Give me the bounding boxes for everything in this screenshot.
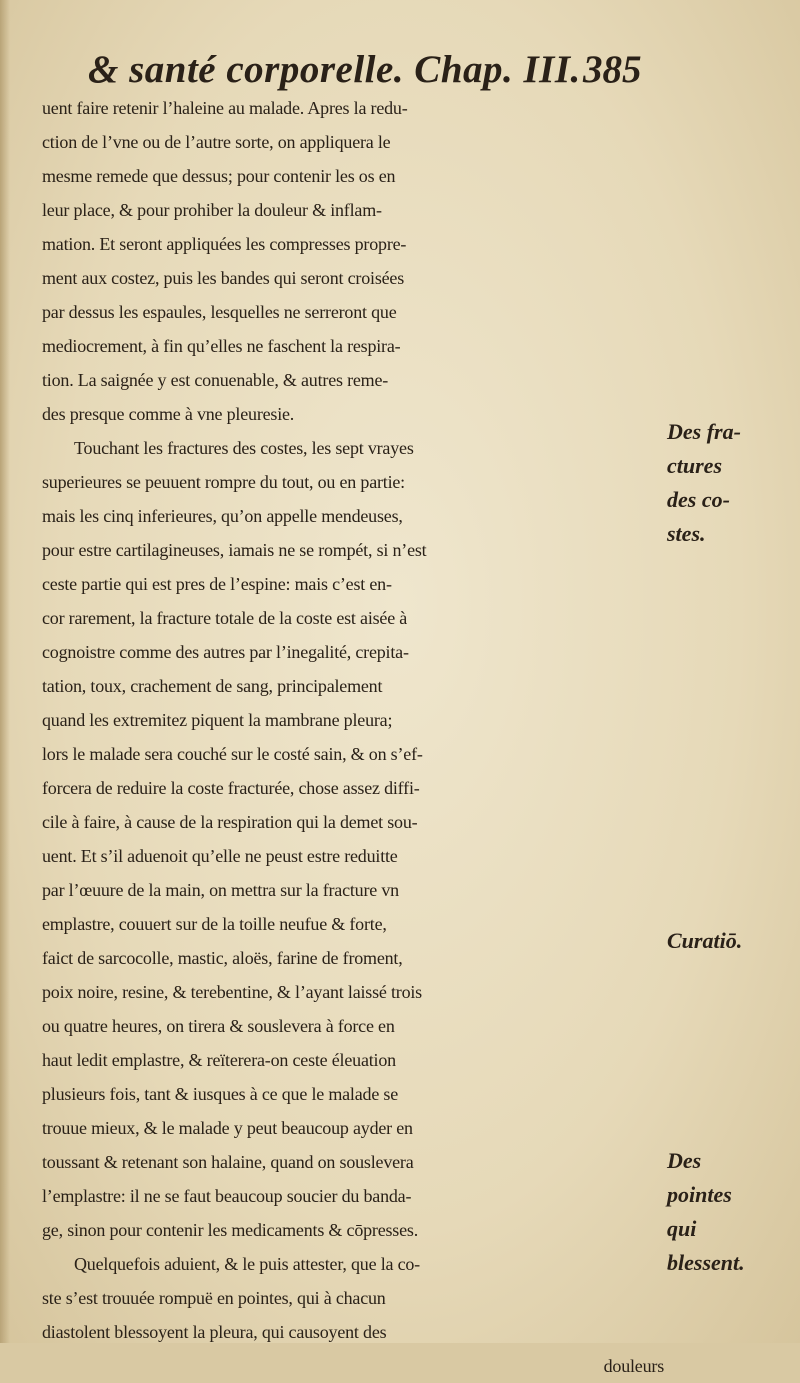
side-note-line: Curatiō. [667, 928, 743, 953]
text-line: ou quatre heures, on tirera & souslevera à force en [42, 1016, 395, 1036]
text-line: plusieurs fois, tant & iusques à ce que le malade se [42, 1084, 398, 1104]
text-line: cor rarement, la fracture totale de la coste est aisée à [42, 608, 408, 628]
text-line: diastolent blessoyent la pleura, qui causoyent des [42, 1322, 387, 1342]
side-note-line: ctures [667, 453, 722, 478]
paragraph-start-line: Quelquefois aduient, & le puis attester, que la co- [74, 1254, 420, 1274]
side-note-curation [667, 924, 792, 958]
running-head: & santé corporelle. Chap. III. [88, 48, 581, 91]
page-number: 385 [583, 48, 642, 91]
text-line: l’emplastre: il ne se faut beaucoup soucier du banda- [42, 1186, 412, 1206]
text-line: tation, toux, crachement de sang, principalement [42, 676, 383, 696]
page-edge-shadow [0, 0, 10, 1343]
page-header [0, 42, 800, 98]
side-note-line: Des [667, 1148, 702, 1173]
side-note-fractures [667, 415, 792, 551]
text-line: quand les extremitez piquent la mambrane pleura; [42, 710, 393, 730]
text-line: cognoistre comme des autres par l’inegalité, crepita- [42, 642, 409, 662]
side-note-line: qui [667, 1216, 697, 1241]
side-note-line: des co- [667, 487, 730, 512]
side-note-pointes [667, 1144, 792, 1280]
text-line: par dessus les espaules, lesquelles ne serreront que [42, 302, 397, 322]
text-line: cile à faire, à cause de la respiration qui la demet sou- [42, 812, 418, 832]
text-line: lors le malade sera couché sur le costé sain, & on s’ef- [42, 744, 423, 764]
text-line: tion. La saignée y est conuenable, & autres reme- [42, 370, 389, 390]
text-line: emplastre, couuert sur de la toille neufue & forte, [42, 914, 387, 934]
text-line: mediocrement, à fin qu’elles ne faschent la respira- [42, 336, 401, 356]
text-line: forcera de reduire la coste fracturée, chose assez diffi- [42, 778, 420, 798]
paragraph-start-line: Touchant les fractures des costes, les sept vrayes [74, 438, 414, 458]
text-line: mation. Et seront appliquées les compresses propre- [42, 234, 407, 254]
text-line: ge, sinon pour contenir les medicaments & cōpresses. [42, 1220, 419, 1240]
side-note-line: blessent. [667, 1250, 745, 1275]
text-line: ment aux costez, puis les bandes qui seront croisées [42, 268, 405, 288]
text-line: uent faire retenir l’haleine au malade. Apres la redu- [42, 98, 408, 118]
text-line: des presque comme à vne pleuresie. [42, 404, 295, 424]
text-line: haut ledit emplastre, & reïterera-on ceste éleuation [42, 1050, 396, 1070]
text-line: pour estre cartilagineuses, iamais ne se rompét, si n’est [42, 540, 427, 560]
text-line: toussant & retenant son halaine, quand on souslevera [42, 1152, 414, 1172]
text-line: mais les cinq inferieures, qu’on appelle mendeuses, [42, 506, 403, 526]
text-line: trouue mieux, & le malade y peut beaucoup ayder en [42, 1118, 413, 1138]
side-note-line: stes. [667, 521, 706, 546]
text-line: ste s’est trouuée rompuë en pointes, qui à chacun [42, 1288, 386, 1308]
text-line: leur place, & pour prohiber la douleur & inflam- [42, 200, 382, 220]
text-line: par l’œuure de la main, on mettra sur la fracture vn [42, 880, 399, 900]
side-note-line: Des fra- [667, 419, 741, 444]
text-line: ction de l’vne ou de l’autre sorte, on appliquera le [42, 132, 391, 152]
body-text [42, 91, 664, 1383]
text-line: uent. Et s’il aduenoit qu’elle ne peust estre reduitte [42, 846, 398, 866]
text-line: mesme remede que dessus; pour contenir les os en [42, 166, 396, 186]
text-line: faict de sarcocolle, mastic, aloës, farine de froment, [42, 948, 403, 968]
text-line: superieures se peuuent rompre du tout, ou en partie: [42, 472, 405, 492]
catchword-line: douleurs [603, 1356, 664, 1376]
side-note-line: pointes [667, 1182, 732, 1207]
text-line: poix noire, resine, & terebentine, & l’ayant laissé trois [42, 982, 422, 1002]
text-line: ceste partie qui est pres de l’espine: mais c’est en- [42, 574, 392, 594]
